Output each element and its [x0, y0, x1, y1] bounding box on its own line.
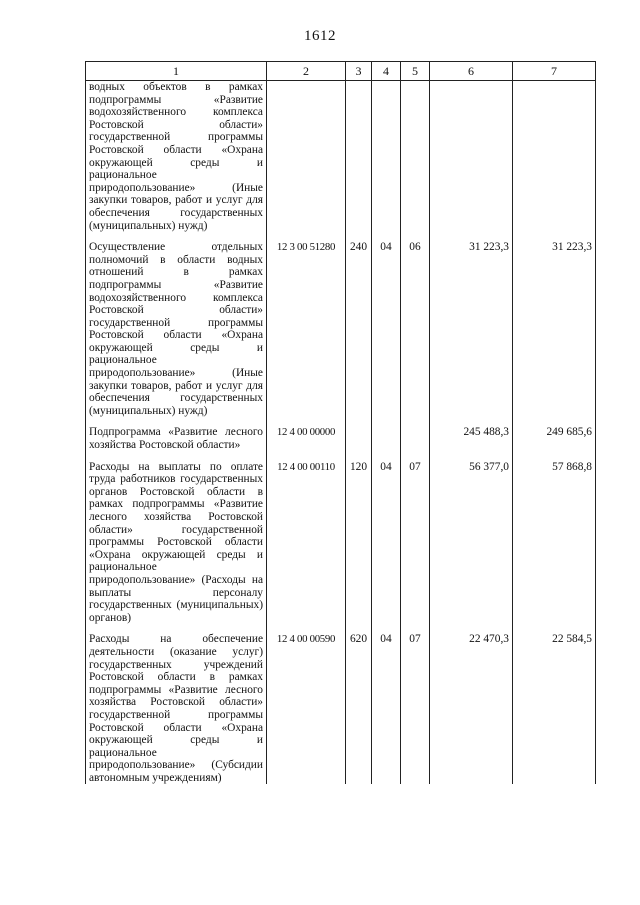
row-name: Подпрограмма «Развитие лесного хозяйства Ростовской области»: [86, 426, 267, 451]
row-col3: 120: [346, 461, 372, 625]
row-col3: 240: [346, 241, 372, 417]
column-header-6: 6: [430, 62, 513, 81]
row-value-1: 31 223,3: [430, 241, 513, 417]
column-header-2: 2: [267, 62, 346, 81]
row-name: водных объектов в рамках подпрограммы «Развитие водохозяйственного комплекса Ростовской области» государственной программы Ростовской области «Охрана окружающей среды и рациональное природопользование» (Иные закупки товаров, работ и услуг для обеспечения государственных (муниципальных) нужд): [86, 81, 267, 233]
row-col4: [372, 81, 401, 233]
table-row: [86, 426, 596, 451]
column-header-3: 3: [346, 62, 372, 81]
table-row: [86, 241, 596, 417]
row-col5: 07: [401, 461, 430, 625]
row-name: Расходы на выплаты по оплате труда работников государственных органов Ростовской области в рамках подпрограммы «Развитие лесного хозяйства Ростовской области» государственной программы Ростовской области «Охрана окружающей среды и рациональное природопользование» (Расходы на выплаты персоналу государственных (муниципальных) органов): [86, 461, 267, 625]
row-spacer: [86, 452, 596, 461]
row-spacer: [86, 624, 596, 633]
row-col3: [346, 426, 372, 451]
budget-table: [85, 61, 596, 784]
row-col5: 07: [401, 633, 430, 784]
row-spacer: [86, 232, 596, 241]
column-header-7: 7: [513, 62, 596, 81]
row-value-2: 57 868,8: [513, 461, 596, 625]
table-row: [86, 633, 596, 784]
row-col5: 06: [401, 241, 430, 417]
row-code: 12 4 00 00590: [267, 633, 346, 784]
table-row: [86, 461, 596, 625]
row-value-2: [513, 81, 596, 233]
row-col4: [372, 426, 401, 451]
row-col3: [346, 81, 372, 233]
row-code: [267, 81, 346, 233]
row-value-2: 31 223,3: [513, 241, 596, 417]
row-value-1: 245 488,3: [430, 426, 513, 451]
row-value-2: 22 584,5: [513, 633, 596, 784]
column-header-4: 4: [372, 62, 401, 81]
row-col5: [401, 426, 430, 451]
row-spacer: [86, 417, 596, 426]
column-header-1: 1: [86, 62, 267, 81]
row-value-2: 249 685,6: [513, 426, 596, 451]
row-col5: [401, 81, 430, 233]
page-number: 1612: [304, 28, 336, 44]
row-col4: 04: [372, 633, 401, 784]
table-body: [86, 81, 596, 785]
row-value-1: 56 377,0: [430, 461, 513, 625]
table-row: [86, 81, 596, 233]
row-value-1: 22 470,3: [430, 633, 513, 784]
row-name: Расходы на обеспечение деятельности (оказание услуг) государственных учреждений Ростовской области в рамках подпрограммы «Развитие лесного хозяйства Ростовской области» государственной программы Ростовской области «Охрана окружающей среды и рациональное природопользование» (Субсидии автономным учреждениям): [86, 633, 267, 784]
row-col3: 620: [346, 633, 372, 784]
row-value-1: [430, 81, 513, 233]
row-col4: 04: [372, 241, 401, 417]
row-col4: 04: [372, 461, 401, 625]
row-code: 12 4 00 00000: [267, 426, 346, 451]
row-name: Осуществление отдельных полномочий в области водных отношений в рамках подпрограммы «Развитие водохозяйственного комплекса Ростовской области» государственной программы Ростовской области «Охрана окружающей среды и рациональное природопользование» (Иные закупки товаров, работ и услуг для обеспечения государственных (муниципальных) нужд): [86, 241, 267, 417]
row-code: 12 3 00 51280: [267, 241, 346, 417]
table-header: [86, 62, 596, 81]
row-code: 12 4 00 00110: [267, 461, 346, 625]
column-header-5: 5: [401, 62, 430, 81]
